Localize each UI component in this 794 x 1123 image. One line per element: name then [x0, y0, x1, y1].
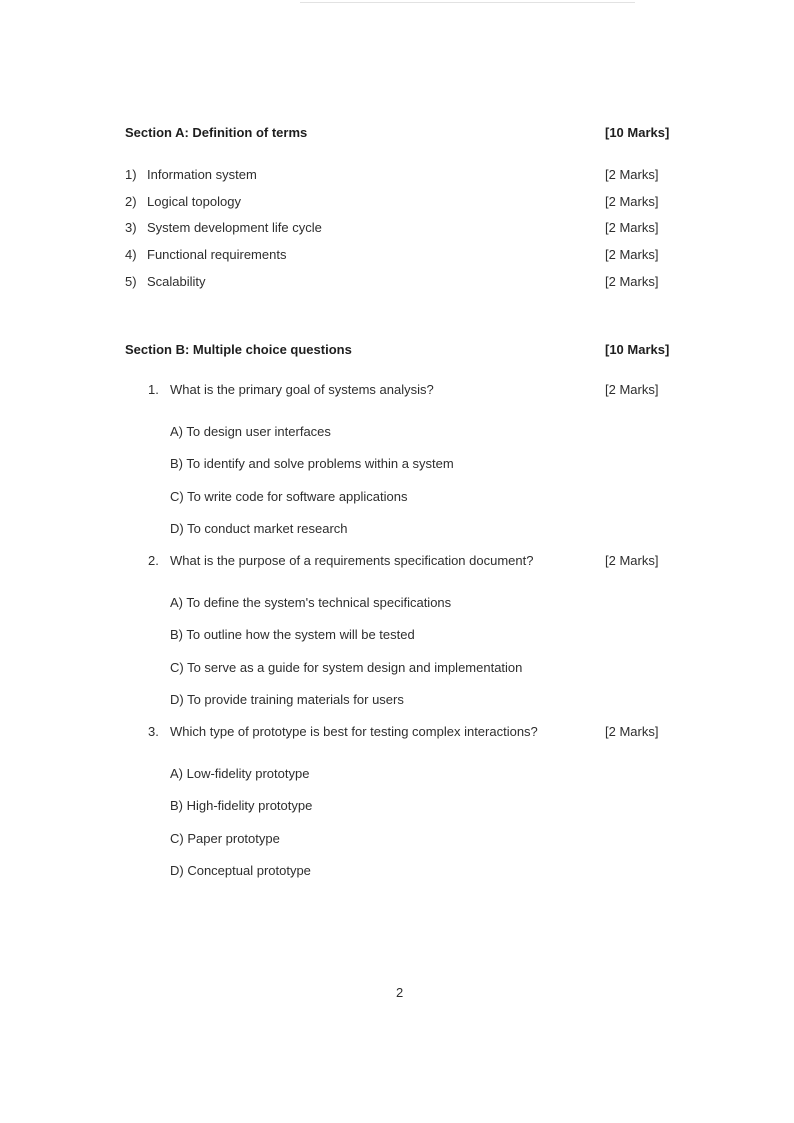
answer-option: D) Conceptual prototype: [170, 862, 311, 878]
term-text: Scalability: [147, 274, 206, 289]
answer-option: D) To conduct market research: [170, 520, 348, 536]
term-marks: [2 Marks]: [605, 194, 659, 209]
question-number: 1.: [148, 382, 159, 397]
term-number: 4): [125, 247, 137, 262]
question-marks: [2 Marks]: [605, 724, 659, 739]
question-text: Which type of prototype is best for testing complex interactions?: [170, 724, 538, 739]
answer-option: A) To design user interfaces: [170, 424, 331, 439]
page-number: 2: [396, 985, 404, 1000]
section-b-marks: [10 Marks]: [605, 342, 670, 357]
answer-option: C) To serve as a guide for system design and implementation: [170, 659, 523, 675]
question-text: What is the purpose of a requirements specification document?: [170, 553, 534, 568]
question-marks: [2 Marks]: [605, 382, 659, 397]
answer-option: C) To write code for software applications: [170, 488, 408, 504]
term-text: Information system: [147, 167, 257, 182]
question-number: 3.: [148, 724, 159, 739]
term-marks: [2 Marks]: [605, 247, 659, 262]
term-number: 2): [125, 194, 137, 209]
term-text: Functional requirements: [147, 247, 287, 262]
section-a-title: Section A: Definition of terms: [125, 125, 308, 140]
answer-option: D) To provide training materials for users: [170, 691, 404, 707]
term-marks: [2 Marks]: [605, 167, 659, 182]
answer-option: A) To define the system's technical specifications: [170, 595, 452, 610]
scan-edge-line: [300, 2, 635, 3]
answer-option: B) To identify and solve problems within a system: [170, 456, 454, 472]
answer-option: A) Low-fidelity prototype: [170, 766, 310, 781]
term-marks: [2 Marks]: [605, 220, 659, 235]
answer-option: B) High-fidelity prototype: [170, 798, 313, 814]
answer-option: B) To outline how the system will be tested: [170, 627, 415, 643]
term-marks: [2 Marks]: [605, 274, 659, 289]
question-number: 2.: [148, 553, 159, 568]
term-number: 3): [125, 220, 137, 235]
term-text: System development life cycle: [147, 220, 322, 235]
term-number: 5): [125, 274, 137, 289]
question-marks: [2 Marks]: [605, 553, 659, 568]
term-number: 1): [125, 167, 137, 182]
section-a-marks: [10 Marks]: [605, 125, 670, 140]
term-text: Logical topology: [147, 194, 241, 209]
question-text: What is the primary goal of systems analysis?: [170, 382, 434, 397]
answer-option: C) Paper prototype: [170, 830, 280, 846]
section-b-title: Section B: Multiple choice questions: [125, 342, 352, 357]
